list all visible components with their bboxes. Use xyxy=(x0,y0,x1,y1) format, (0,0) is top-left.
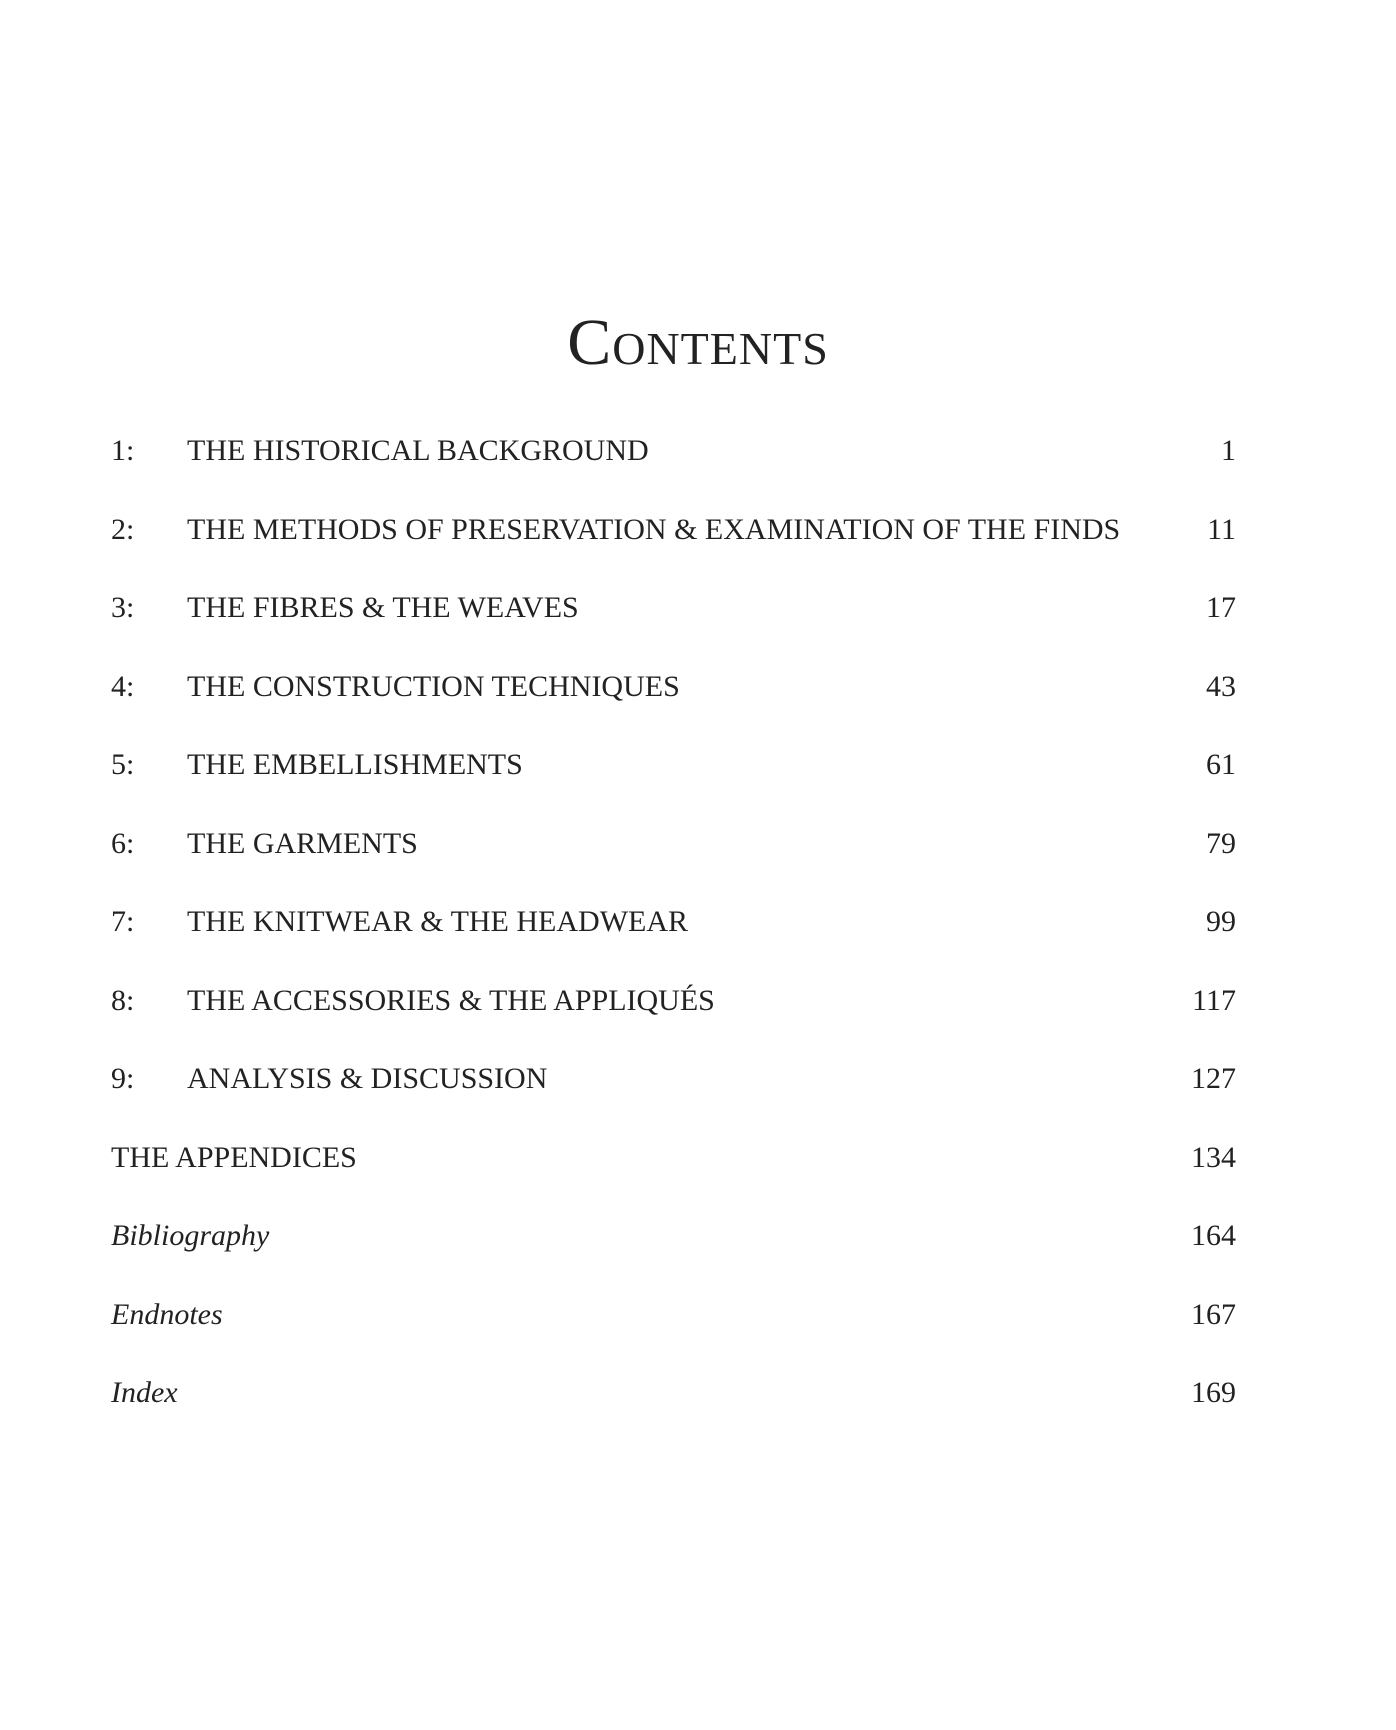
toc-entry-page: 61 xyxy=(1206,748,1236,781)
toc-entry-title: THE FIBRES & THE WEAVES xyxy=(187,591,579,624)
toc-entry-number: 3: xyxy=(111,591,135,624)
toc-entry[interactable] xyxy=(111,1378,1236,1457)
toc-entry[interactable] xyxy=(111,750,1236,829)
toc-entry-title: THE METHODS OF PRESERVATION & EXAMINATION OF THE FINDS xyxy=(187,512,1121,546)
toc-entry-title: THE APPENDICES xyxy=(111,1140,357,1174)
toc-entry-page: 167 xyxy=(1191,1297,1236,1331)
toc-entry-title: THE ACCESSORIES & THE APPLIQUÉS xyxy=(187,983,715,1017)
toc-entry-number: 4: xyxy=(111,669,135,703)
page-title: Contents xyxy=(567,306,829,379)
toc-entry[interactable] xyxy=(111,436,1236,515)
toc-entry-title: THE EMBELLISHMENTS xyxy=(187,748,523,781)
toc-entry-page: 117 xyxy=(1192,983,1236,1017)
toc-entry-title: Bibliography xyxy=(111,1219,270,1252)
toc-entry[interactable] xyxy=(111,907,1236,986)
toc-entry[interactable] xyxy=(111,512,1236,594)
toc-entry-page: 43 xyxy=(1206,669,1236,703)
toc-entry-title: Endnotes xyxy=(111,1297,223,1331)
toc-entry-number: 1: xyxy=(111,434,135,467)
toc-entry-page: 134 xyxy=(1191,1140,1236,1174)
toc-entry-page: 169 xyxy=(1191,1376,1236,1409)
toc-entry[interactable] xyxy=(111,1064,1236,1143)
toc-entry-title: Index xyxy=(111,1376,178,1409)
toc-entry[interactable] xyxy=(111,983,1236,1065)
toc-entry-title: THE GARMENTS xyxy=(187,826,418,860)
toc-entry-page: 11 xyxy=(1207,512,1236,546)
table-of-contents xyxy=(111,436,1236,1457)
toc-entry[interactable] xyxy=(111,826,1236,908)
toc-entry-page: 79 xyxy=(1206,826,1236,860)
toc-entry[interactable] xyxy=(111,1297,1236,1379)
toc-entry-title: THE HISTORICAL BACKGROUND xyxy=(187,434,649,467)
toc-entry[interactable] xyxy=(111,669,1236,751)
toc-entry[interactable] xyxy=(111,593,1236,672)
toc-entry-title: THE CONSTRUCTION TECHNIQUES xyxy=(187,669,680,703)
toc-entry-title: THE KNITWEAR & THE HEADWEAR xyxy=(187,905,689,938)
toc-entry-page: 17 xyxy=(1206,591,1236,624)
toc-entry-number: 9: xyxy=(111,1062,135,1095)
toc-entry-page: 99 xyxy=(1206,905,1236,938)
toc-entry-page: 1 xyxy=(1221,434,1236,467)
toc-entry-number: 2: xyxy=(111,512,135,546)
toc-entry-title: ANALYSIS & DISCUSSION xyxy=(187,1062,548,1095)
toc-entry-number: 5: xyxy=(111,748,135,781)
toc-entry-page: 164 xyxy=(1191,1219,1236,1252)
toc-entry-number: 6: xyxy=(111,826,135,860)
toc-entry[interactable] xyxy=(111,1140,1236,1222)
toc-entry-number: 7: xyxy=(111,905,135,938)
toc-entry-number: 8: xyxy=(111,983,135,1017)
toc-entry-page: 127 xyxy=(1191,1062,1236,1095)
toc-entry[interactable] xyxy=(111,1221,1236,1300)
